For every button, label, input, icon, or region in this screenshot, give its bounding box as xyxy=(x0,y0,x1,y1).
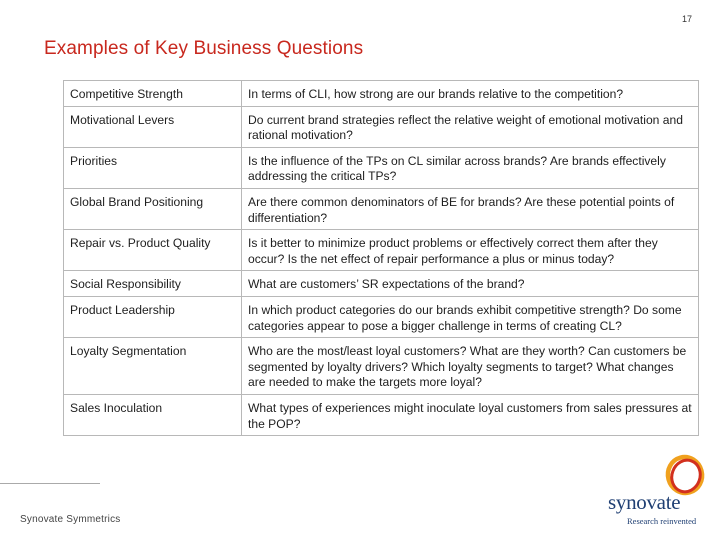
table-row xyxy=(64,394,699,435)
row-question: Who are the most/least loyal customers? What are they worth? Can customers be segmented by loyalty drivers? Which loyalty segments to target? What changes are needed to make the targets more loyal? xyxy=(242,338,699,395)
row-question: What are customers’ SR expectations of the brand? xyxy=(242,271,699,297)
row-question: Are there common denominators of BE for brands? Are these potential points of differentiation? xyxy=(242,188,699,229)
table-row xyxy=(64,81,699,107)
row-question: What types of experiences might inoculate loyal customers from sales pressures at the POP? xyxy=(242,394,699,435)
slide-title: Examples of Key Business Questions xyxy=(44,38,364,59)
row-question: Is the influence of the TPs on CL similar across brands? Are brands effectively addressing the critical TPs? xyxy=(242,147,699,188)
table-row xyxy=(64,188,699,229)
row-topic: Global Brand Positioning xyxy=(64,188,242,229)
synovate-logo xyxy=(600,452,712,532)
table-row xyxy=(64,147,699,188)
logo-name: synovate xyxy=(608,490,681,514)
questions-table xyxy=(63,80,699,436)
table-row xyxy=(64,106,699,147)
footer-divider xyxy=(0,483,100,484)
row-question: In which product categories do our brands exhibit competitive strength? Do some categories appear to pose a bigger challenge in terms of creating CL? xyxy=(242,296,699,337)
table-row xyxy=(64,271,699,297)
row-topic: Repair vs. Product Quality xyxy=(64,230,242,271)
row-question: Do current brand strategies reflect the relative weight of emotional motivation and rational motivation? xyxy=(242,106,699,147)
table-row xyxy=(64,296,699,337)
row-topic: Motivational Levers xyxy=(64,106,242,147)
page-number: 17 xyxy=(681,14,692,24)
table-row xyxy=(64,230,699,271)
row-question: Is it better to minimize product problems or effectively correct them after they occur? Is the net effect of repair performance a plus or minus today? xyxy=(242,230,699,271)
row-topic: Loyalty Segmentation xyxy=(64,338,242,395)
row-topic: Competitive Strength xyxy=(64,81,242,107)
row-question: In terms of CLI, how strong are our brands relative to the competition? xyxy=(242,81,699,107)
row-topic: Priorities xyxy=(64,147,242,188)
row-topic: Product Leadership xyxy=(64,296,242,337)
logo-tagline: Research reinvented xyxy=(627,516,697,526)
row-topic: Sales Inoculation xyxy=(64,394,242,435)
footer-company: Synovate Symmetrics xyxy=(20,514,121,525)
row-topic: Social Responsibility xyxy=(64,271,242,297)
table-row xyxy=(64,338,699,395)
